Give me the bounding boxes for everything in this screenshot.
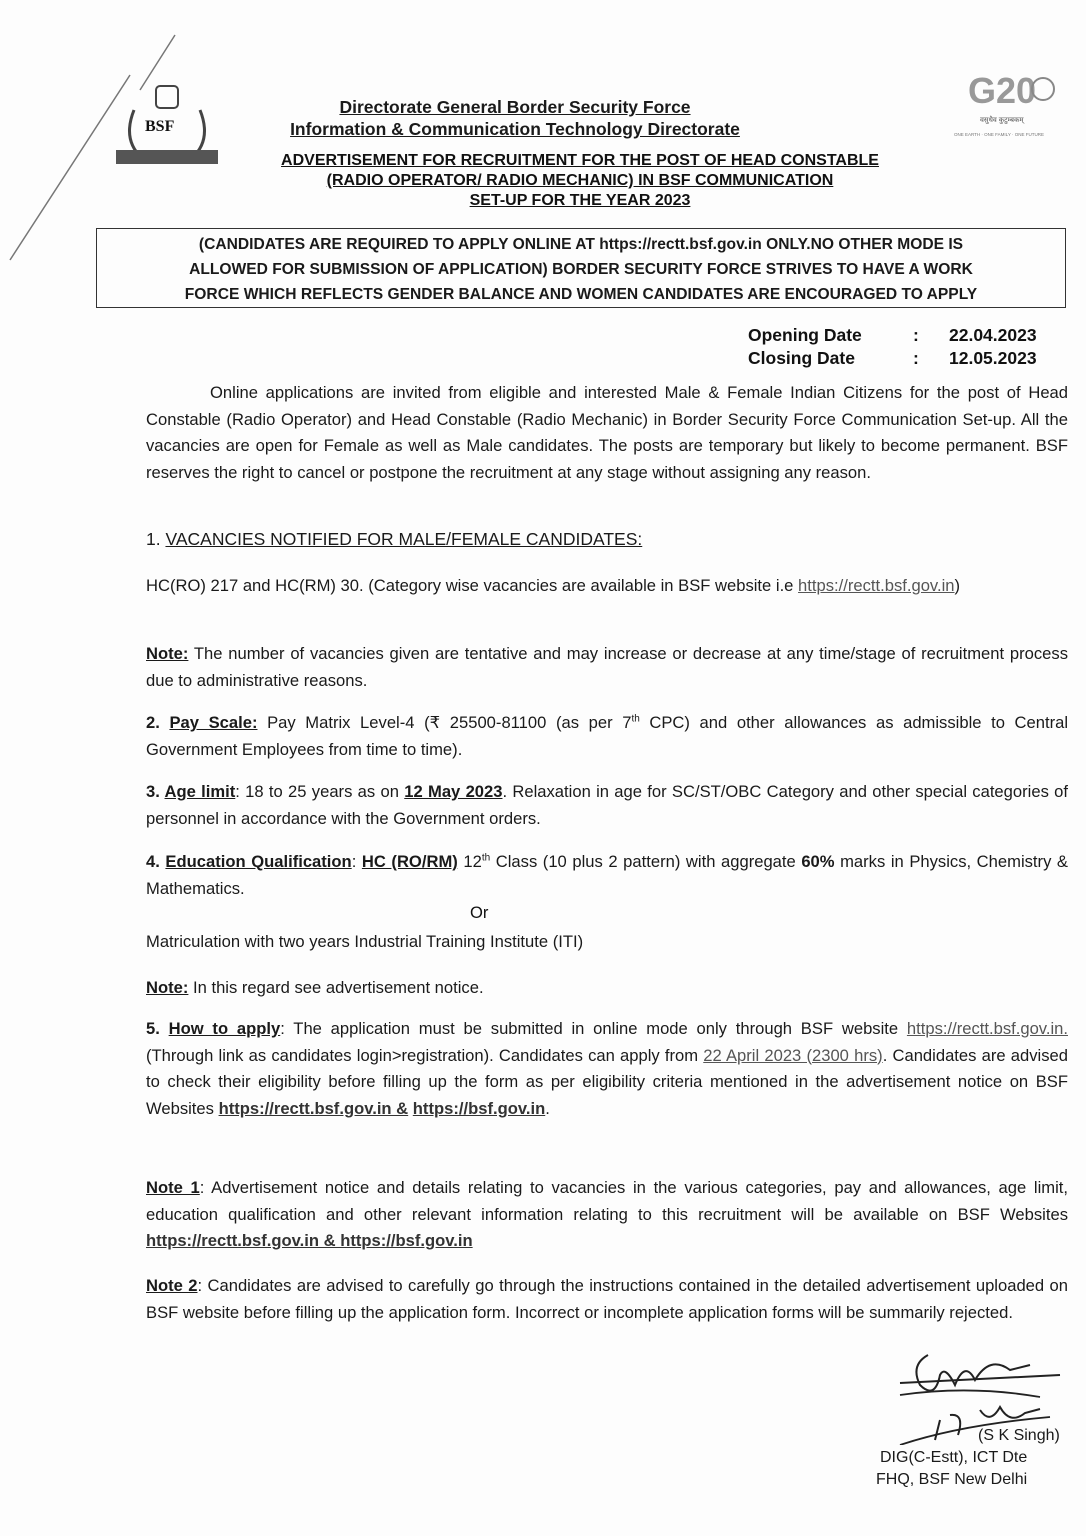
- education-or: Or: [470, 903, 489, 922]
- g20-logo: [950, 70, 1062, 160]
- bsf-logo-text: BSF: [145, 118, 175, 135]
- education-label: Education Qualification: [165, 852, 352, 871]
- education-text-3: marks in Physics, Chemistry & Mathematics.: [146, 852, 1068, 898]
- education-text-2: Class (10 plus 2 pattern) with aggregate: [490, 852, 802, 871]
- section-1-number: 1.: [146, 529, 166, 549]
- advertisement-title-line1: ADVERTISEMENT FOR RECRUITMENT FOR THE POST OF HEAD CONSTABLE: [281, 152, 879, 169]
- pay-scale-sup: th: [631, 713, 640, 725]
- section-1-vacancies: [146, 573, 1068, 600]
- opening-date-row: [748, 324, 1037, 347]
- section-3-number: 3.: [146, 782, 165, 801]
- note-1-label: Note 1: [146, 1178, 200, 1197]
- education-alternative: Matriculation with two years Industrial Training Institute (ITI): [146, 932, 584, 951]
- intro-paragraph: Online applications are invited from eligible and interested Male & Female Indian Citizens for the post of Head Constable (Radio Operator) and Head Constable (Radio Mechanic) in Border Security Force Communication Set-up. All the vacancies are open for Female as well as Male candidates. The posts are temporary but likely to become permanent. BSF reserves the right to cancel or postpone the recruitment at any stage without assigning any reason.: [146, 383, 1068, 482]
- section-2-number: 2.: [146, 713, 170, 732]
- notice-line-2: ALLOWED FOR SUBMISSION OF APPLICATION) BORDER SECURITY FORCE STRIVES TO HAVE A WORK: [189, 261, 973, 278]
- note-education-label: Note:: [146, 978, 189, 997]
- note-2: [146, 1273, 1068, 1326]
- note-2-text: : Candidates are advised to carefully go through the instructions contained in the detailed advertisement uploaded on BSF website before filling up the application form. Incorrect or incomplete application forms will be summarily rejected.: [146, 1276, 1068, 1322]
- age-limit-date: 12 May 2023: [404, 782, 503, 801]
- advertisement-title-line2: (RADIO OPERATOR/ RADIO MECHANIC) IN BSF COMMUNICATION: [326, 172, 834, 189]
- note-1-links[interactable]: https://rectt.bsf.gov.in & https://bsf.gov.in: [146, 1231, 473, 1250]
- note-1: [146, 1175, 1068, 1255]
- vacancies-close: ): [954, 576, 961, 595]
- header-ict-directorate: Information & Communication Technology Directorate: [290, 119, 740, 139]
- pay-scale-text-2: CPC) and other allowances as admissible to Central Government Employees from time to time).: [146, 713, 1069, 759]
- closing-date-row: [748, 347, 1037, 370]
- apply-website-link[interactable]: https://rectt.bsf.gov.in.: [906, 1019, 1068, 1038]
- application-dates: [748, 324, 1037, 370]
- education-sup: th: [481, 852, 491, 864]
- opening-date-colon: :: [913, 325, 919, 345]
- signatory-name: (S K Singh): [978, 1427, 1060, 1444]
- section-4-number: 4.: [146, 852, 166, 871]
- section-5-number: 5.: [146, 1019, 169, 1038]
- signatory-office: FHQ, BSF New Delhi: [876, 1471, 1028, 1488]
- how-to-apply-label: How to apply: [168, 1019, 281, 1038]
- opening-date-value: 22.04.2023: [949, 325, 1037, 345]
- section-1-title: VACANCIES NOTIFIED FOR MALE/FEMALE CANDIDATES:: [165, 529, 643, 549]
- g20-logo-text: G20: [968, 70, 1037, 111]
- section-2-pay-scale: [146, 710, 1068, 763]
- closing-date-colon: :: [913, 348, 919, 368]
- education-colon: :: [351, 852, 362, 871]
- notice-line-3: FORCE WHICH REFLECTS GENDER BALANCE AND WOMEN CANDIDATES ARE ENCOURAGED TO APPLY: [184, 286, 978, 303]
- note-vacancies-text: The number of vacancies given are tentative and may increase or decrease at any time/stage of recruitment process due to administrative reasons.: [146, 644, 1068, 690]
- age-limit-label: Age limit: [164, 782, 236, 801]
- age-limit-text-2: . Relaxation in age for SC/ST/OBC Category and other special categories of personnel in accordance with the Government orders.: [146, 782, 1068, 828]
- education-hc: HC (RO/RM): [361, 852, 458, 871]
- signatory-designation: DIG(C-Estt), ICT Dte: [880, 1449, 1028, 1466]
- section-3-age-limit: [146, 779, 1068, 832]
- online-application-notice-box: [96, 228, 1066, 308]
- g20-subtext: वसुधैव कुटुम्बकम्: [980, 117, 1024, 124]
- note-vacancies: [146, 641, 1068, 694]
- closing-date-value: 12.05.2023: [949, 348, 1037, 368]
- age-limit-text-1: : 18 to 25 years as on: [235, 782, 405, 801]
- how-to-apply-end: .: [545, 1098, 550, 1118]
- section-4-education: [146, 849, 1068, 902]
- education-text-1: 12: [457, 852, 482, 871]
- note-education: [146, 975, 1068, 1002]
- advertisement-title-line3: SET-UP FOR THE YEAR 2023: [469, 192, 691, 209]
- opening-date-label: Opening Date: [748, 325, 862, 345]
- g20-logo-icon: [1030, 76, 1056, 102]
- header-directorate-general: Directorate General Border Security Force: [339, 97, 691, 117]
- section-5-how-to-apply: [146, 1016, 1068, 1122]
- apply-start-date: 22 April 2023 (2300 hrs): [703, 1045, 883, 1065]
- notice-line-1: (CANDIDATES ARE REQUIRED TO APPLY ONLINE AT https://rectt.bsf.gov.in ONLY.NO OTHER MODE IS: [198, 236, 964, 253]
- note-education-text: In this regard see advertisement notice.: [188, 978, 484, 997]
- note-2-label: Note 2: [146, 1276, 198, 1295]
- note-vacancies-label: Note:: [146, 644, 189, 663]
- bsf-website-link[interactable]: https://bsf.gov.in: [412, 1098, 546, 1118]
- vacancies-text: HC(RO) 217 and HC(RM) 30. (Category wise vacancies are available in BSF website i.e: [146, 576, 799, 595]
- g20-tagline: ONE EARTH · ONE FAMILY · ONE FUTURE: [954, 132, 1045, 137]
- pay-scale-text-1: Pay Matrix Level-4 (₹ 25500-81100 (as per 7: [257, 713, 632, 732]
- how-to-apply-text-1: : The application must be submitted in online mode only through BSF website: [280, 1019, 907, 1038]
- section-1-heading: [146, 526, 1068, 553]
- pay-scale-label: Pay Scale:: [169, 713, 258, 732]
- recruitment-website-link[interactable]: https://rectt.bsf.gov.in: [798, 576, 955, 595]
- education-percentage: 60%: [801, 852, 835, 871]
- recruitment-website-link-2[interactable]: https://rectt.bsf.gov.in &: [218, 1098, 409, 1118]
- note-1-text: : Advertisement notice and details relating to vacancies in the various categories, pay and allowances, age limit, education qualification and other relevant information relating to this recruitment will be available on BSF Websites: [146, 1178, 1068, 1224]
- how-to-apply-text-3: . Candidates are advised to check their eligibility before filling up the form as per eligibility criteria mentioned in the advertisement notice on BSF Websites: [146, 1045, 1068, 1118]
- how-to-apply-text-2: (Through link as candidates login>registration). Candidates can apply from: [146, 1045, 704, 1065]
- closing-date-label: Closing Date: [748, 348, 855, 368]
